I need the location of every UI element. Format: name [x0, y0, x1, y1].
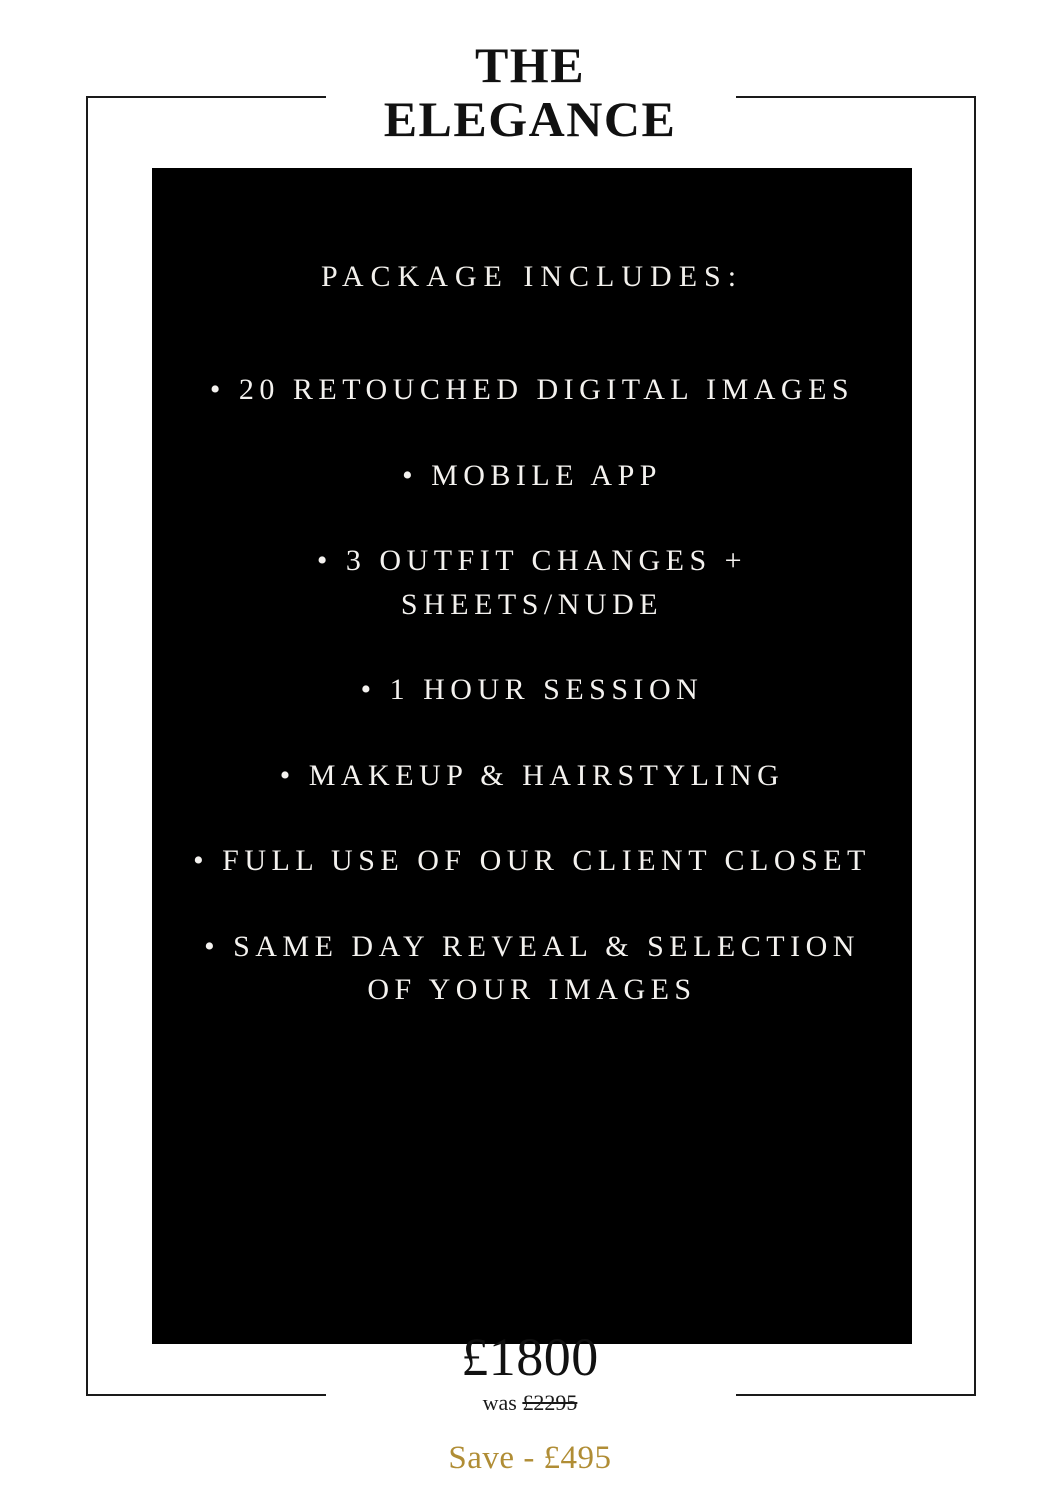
list-item: • MAKEUP & HAIRSTYLING — [279, 758, 785, 792]
package-includes-list — [180, 368, 884, 1012]
package-includes-heading: PACKAGE INCLUDES: — [320, 260, 744, 293]
page-title — [0, 38, 1060, 146]
price-was — [0, 1390, 1060, 1416]
package-panel — [152, 168, 912, 1344]
page-title-line-1: THE — [474, 37, 586, 93]
list-item: • FULL USE OF OUR CLIENT CLOSET — [193, 844, 871, 877]
list-item: • 20 RETOUCHED DIGITAL IMAGES — [209, 373, 855, 406]
list-item: • MOBILE APP — [402, 458, 662, 492]
price-current: £1800 — [461, 1327, 599, 1387]
list-item: • SAME DAY REVEAL & SELECTION OF YOUR IMAGES — [204, 929, 860, 1006]
list-item: • 3 OUTFIT CHANGES + SHEETS/NUDE — [316, 544, 748, 621]
list-item: • 1 HOUR SESSION — [360, 673, 704, 706]
price-block — [0, 1327, 1060, 1477]
frame-segment-right — [974, 96, 976, 1396]
price-was-label: was — [482, 1390, 517, 1415]
frame-segment-left — [86, 96, 88, 1396]
page-title-line-2: ELEGANCE — [383, 91, 677, 147]
price-savings: Save - £495 — [448, 1440, 612, 1476]
price-was-value: £2295 — [522, 1390, 578, 1415]
